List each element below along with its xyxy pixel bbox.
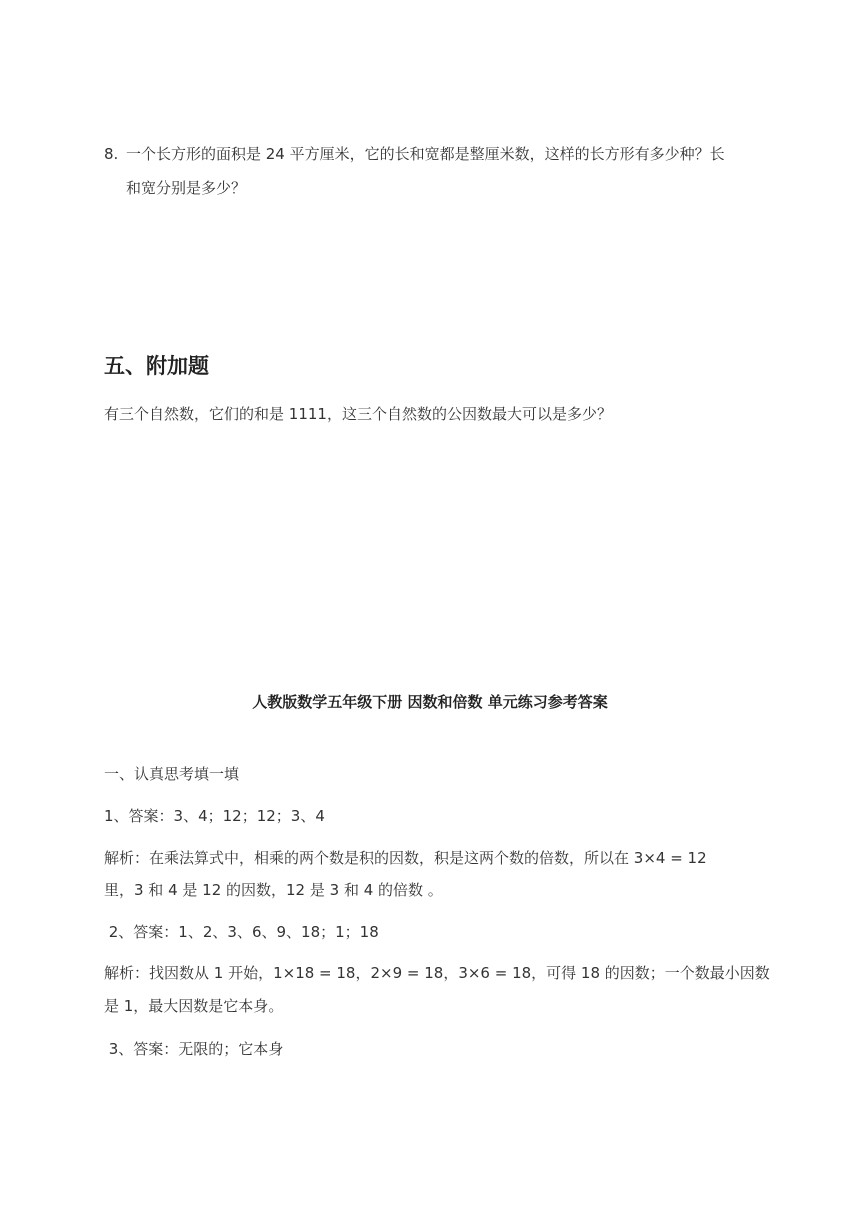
answer-2-explanation-line-1: 解析：找因数从 1 开始，1×18 = 18，2×9 = 18，3×6 = 18，可得 18 的因数；一个数最小因数	[104, 964, 770, 982]
extra-question-text: 有三个自然数，它们的和是 1111，这三个自然数的公因数最大可以是多少？	[104, 405, 612, 423]
section-heading-extra: 五、附加题	[104, 354, 209, 378]
question-number: 8.	[104, 145, 119, 163]
question-text-line-2: 和宽分别是多少？	[126, 179, 247, 197]
answer-1-explanation-line-2: 里，3 和 4 是 12 的因数，12 是 3 和 4 的倍数 。	[104, 881, 443, 899]
question-text-line-1: 一个长方形的面积是 24 平方厘米，它的长和宽都是整厘米数，这样的长方形有多少种？长	[126, 145, 725, 163]
answer-1-explanation-line-1: 解析：在乘法算式中，相乘的两个数是积的因数，积是这两个数的倍数，所以在 3×4 = 12	[104, 849, 707, 867]
answer-2: 2、答案：1、2、3、6、9、18；1；18	[104, 923, 379, 941]
answers-part1-heading: 一、认真思考填一填	[104, 765, 240, 783]
answer-2-explanation-line-2: 是 1，最大因数是它本身。	[104, 997, 284, 1015]
answers-title: 人教版数学五年级下册 因数和倍数 单元练习参考答案	[252, 693, 608, 711]
answer-1: 1、答案：3、4；12；12；3、4	[104, 807, 325, 825]
answer-3: 3、答案：无限的；它本身	[104, 1040, 284, 1058]
